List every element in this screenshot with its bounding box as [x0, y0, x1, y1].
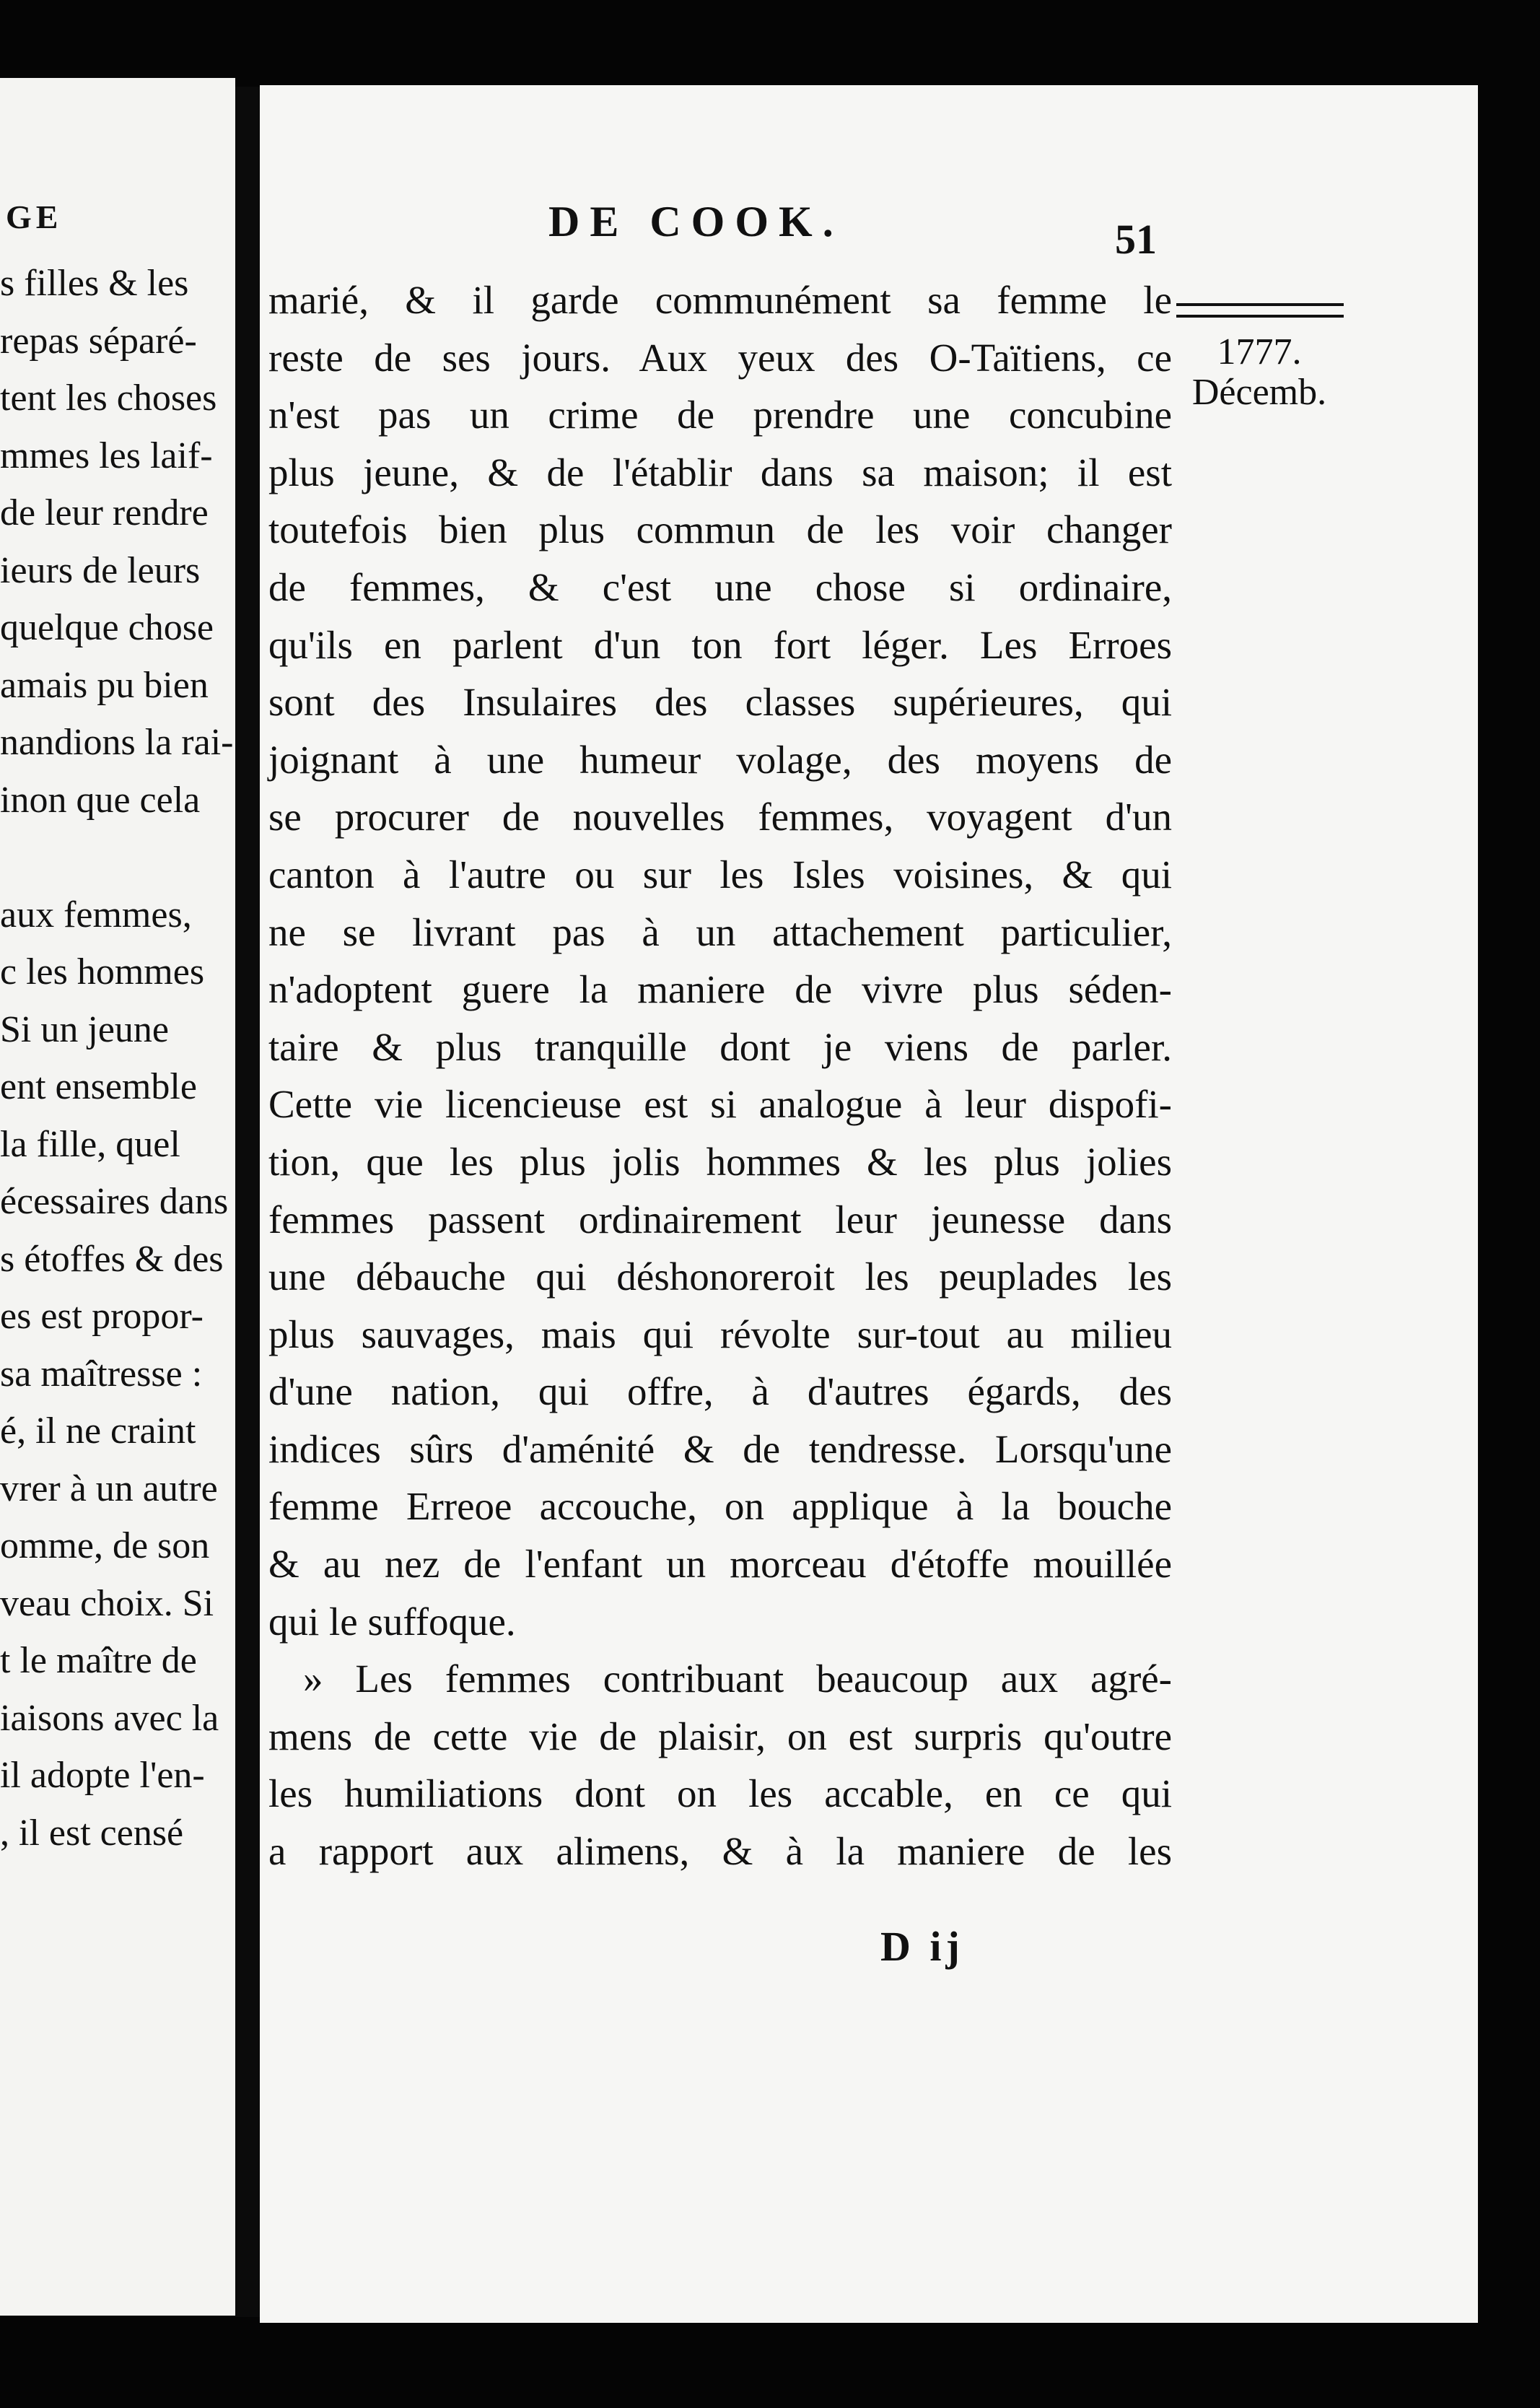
text-line: taire & plus tranquille dont je viens de parler.: [268, 1024, 1172, 1069]
text-line: d'une nation, qui offre, à d'autres égards, des: [268, 1369, 1172, 1414]
text-line: il adopte l'en-: [0, 1755, 205, 1796]
text-line: canton à l'autre ou sur les Isles voisines, & qui: [268, 852, 1172, 897]
text-line: » Les femmes contribuant beaucoup aux agré-: [303, 1657, 1172, 1701]
running-head: DE COOK.: [548, 198, 844, 245]
text-line: reste de ses jours. Aux yeux des O-Taïtiens, ce: [268, 335, 1172, 380]
left-page-text: [0, 255, 235, 1862]
text-line: s étoffes & des: [0, 1238, 224, 1280]
text-line: es est propor-: [0, 1296, 204, 1337]
text-line: t le maître de: [0, 1640, 197, 1681]
text-line: inon que cela: [0, 779, 201, 821]
text-line: , il est censé: [0, 1812, 184, 1854]
text-line: tion, que les plus jolis hommes & les plus jolies: [268, 1139, 1172, 1184]
text-line: nandions la rai-: [0, 722, 234, 763]
text-line: s filles & les: [0, 263, 189, 304]
text-line: veau choix. Si: [0, 1582, 214, 1624]
text-line: Cette vie licencieuse est si analogue à leur dispofi-: [268, 1082, 1172, 1127]
text-line: marié, & il garde communément sa femme le: [268, 278, 1172, 322]
text-line: femme Erreoe accouche, on applique à la bouche: [268, 1484, 1172, 1529]
text-line: ne se livrant pas à un attachement particulier,: [268, 909, 1172, 954]
text-line: mens de cette vie de plaisir, on est surpris qu'outre: [268, 1714, 1172, 1758]
text-line: femmes passent ordinairement leur jeunesse dans: [268, 1197, 1172, 1242]
text-line: Si un jeune: [0, 1008, 169, 1050]
text-line: repas séparé-: [0, 320, 197, 362]
text-line: indices sûrs d'aménité & de tendresse. Lorsqu'une: [268, 1426, 1172, 1471]
text-line: mmes les laif-: [0, 435, 213, 476]
text-line: plus jeune, & de l'établir dans sa maison; il est: [268, 450, 1172, 494]
text-line: toutefois bien plus commun de les voir changer: [268, 507, 1172, 552]
text-line: joignant à une humeur volage, des moyens de: [268, 737, 1172, 782]
text-line: n'est pas un crime de prendre une concubine: [268, 393, 1172, 437]
text-line: plus sauvages, mais qui révolte sur-tout au milieu: [268, 1312, 1172, 1356]
margin-month: Décemb.: [1191, 372, 1327, 413]
text-line: iaisons avec la: [0, 1697, 219, 1739]
text-line: de femmes, & c'est une chose si ordinaire,: [268, 564, 1172, 609]
left-running-head: GE: [6, 199, 63, 235]
text-line: & au nez de l'enfant un morceau d'étoffe mouillée: [268, 1542, 1172, 1587]
text-line: aux femmes,: [0, 894, 192, 935]
signature-mark: D ij: [880, 1923, 964, 1970]
margin-date-note: [1165, 332, 1353, 413]
text-line: quelque chose: [0, 607, 214, 648]
right-page: [260, 85, 1478, 2323]
left-page-fragment: [0, 78, 235, 2316]
text-line: amais pu bien: [0, 664, 209, 706]
text-line: é, il ne craint: [0, 1410, 196, 1452]
text-line: se procurer de nouvelles femmes, voyagent d'un: [268, 795, 1172, 839]
text-line: de leur rendre: [0, 492, 209, 533]
page-number: 51: [1115, 216, 1157, 263]
text-line: une débauche qui déshonoreroit les peuplades les: [268, 1255, 1172, 1299]
text-line: qui le suffoque.: [268, 1599, 516, 1644]
text-line: sont des Insulaires des classes supérieures, qui: [268, 680, 1172, 725]
text-line: la fille, quel: [0, 1123, 180, 1165]
text-line: qu'ils en parlent d'un ton fort léger. Les Erroes: [268, 622, 1172, 667]
text-line: sa maîtresse :: [0, 1353, 203, 1395]
margin-rule: [1176, 303, 1344, 318]
text-line: vrer à un autre: [0, 1467, 218, 1509]
text-line: omme, de son: [0, 1525, 210, 1566]
text-line: n'adoptent guere la maniere de vivre plus séden-: [268, 967, 1172, 1012]
text-line: c les hommes: [0, 951, 205, 993]
body-text: [268, 271, 1172, 1880]
text-line: les humiliations dont on les accable, en ce qui: [268, 1771, 1172, 1816]
text-line: [0, 829, 235, 886]
text-line: ent ensemble: [0, 1066, 197, 1107]
text-line: écessaires dans: [0, 1181, 229, 1222]
text-line: ieurs de leurs: [0, 549, 201, 591]
text-line: a rapport aux alimens, & à la maniere de les: [268, 1829, 1172, 1874]
margin-year: 1777.: [1217, 331, 1302, 372]
text-line: tent les choses: [0, 378, 217, 419]
